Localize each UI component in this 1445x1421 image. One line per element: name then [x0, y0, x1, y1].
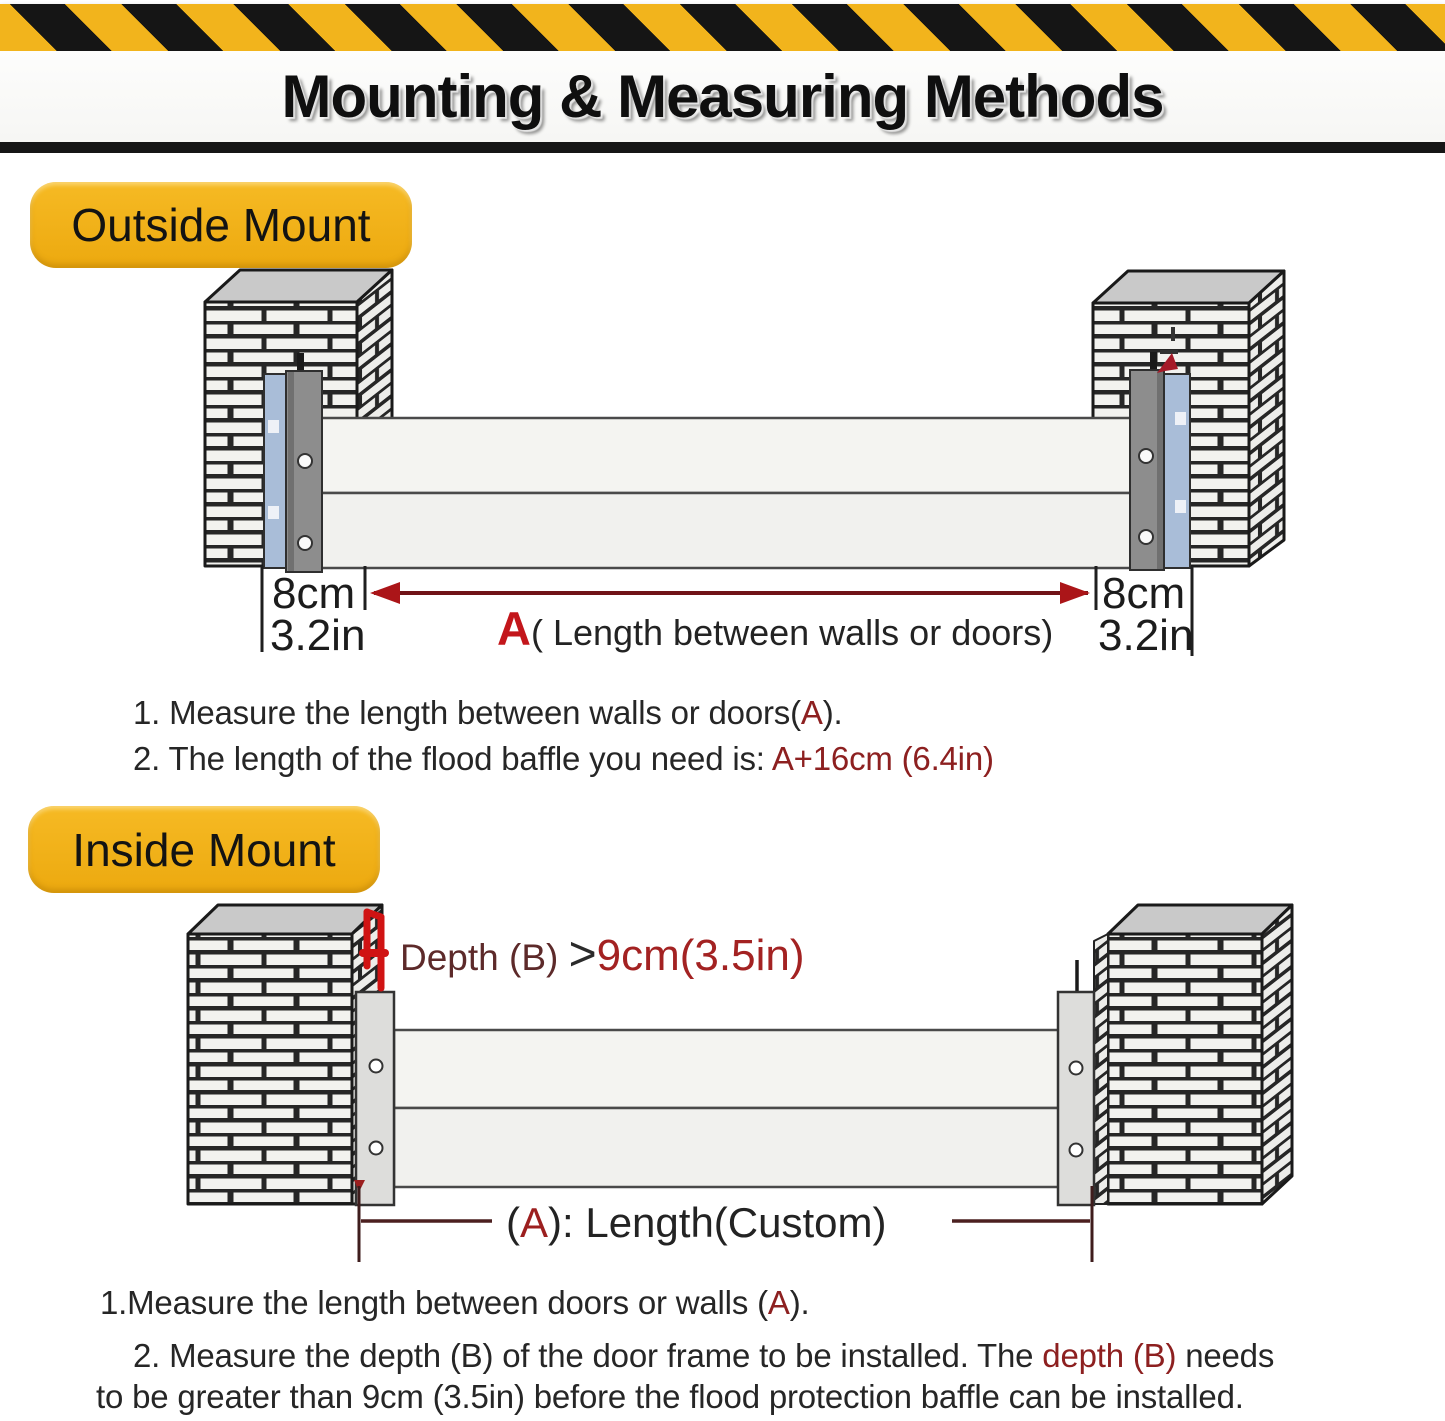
screw-hole — [370, 1142, 383, 1155]
length-annotation — [506, 1199, 886, 1246]
right-offset-in: 3.2in — [1098, 611, 1194, 660]
flood-barrier-boards — [394, 1030, 1060, 1187]
screw-hole — [1070, 1144, 1083, 1157]
length-text: ): Length(Custom) — [548, 1199, 887, 1246]
outside-step-2 — [133, 740, 994, 778]
step-em: depth (B) — [1042, 1337, 1177, 1374]
step-text: 2. The length of the flood baffle you need is: — [133, 740, 772, 777]
step-em: A — [800, 694, 823, 731]
right-mounting-channel — [1130, 352, 1190, 570]
inside-step-2-line-1 — [133, 1337, 1274, 1375]
left-offset-cm: 8cm — [272, 569, 356, 618]
right-offset-cm: 8cm — [1102, 569, 1186, 618]
step-text: needs — [1176, 1337, 1275, 1374]
depth-value: 9cm(3.5in) — [596, 931, 805, 980]
step-text: 1.Measure the length between doors or walls ( — [100, 1284, 768, 1321]
left-brick-pillar — [188, 905, 382, 1204]
inside-step-1 — [100, 1284, 809, 1322]
outside-step-1 — [133, 694, 842, 732]
step-em: A — [767, 1284, 790, 1321]
seal-strip — [264, 374, 288, 568]
page-title: Mounting & Measuring Methods — [281, 63, 1164, 130]
left-mounting-channel — [356, 992, 394, 1205]
left-offset-in: 3.2in — [270, 611, 366, 660]
screw-hole — [1139, 449, 1153, 463]
seal-strip — [1164, 374, 1190, 568]
screw-hole — [298, 536, 312, 550]
step-em: A+16cm (6.4in) — [771, 740, 994, 777]
outside-mount-badge — [30, 182, 412, 268]
span-letter-a: A — [497, 602, 531, 655]
flood-barrier-boards — [312, 418, 1136, 568]
screw-hole — [1139, 530, 1153, 544]
step-text: ). — [789, 1284, 810, 1321]
screw-hole — [298, 454, 312, 468]
inner-reveal — [1094, 934, 1108, 1204]
inside-mount-badge — [28, 806, 380, 893]
hazard-stripe-band — [0, 4, 1445, 51]
length-letter-a: A — [520, 1199, 549, 1246]
left-mounting-channel — [264, 353, 322, 572]
brick-mark — [1171, 327, 1175, 341]
right-brick-pillar — [1094, 905, 1292, 1204]
title-band — [0, 51, 1445, 142]
step-text: to be greater than 9cm (3.5in) before the flood protection baffle can be installed. — [96, 1378, 1244, 1415]
right-mounting-channel — [1058, 960, 1094, 1205]
length-open-paren: ( — [506, 1199, 520, 1246]
arrowhead-right — [1060, 582, 1090, 604]
screw-hole — [1070, 1062, 1083, 1075]
outside-mount-label: Outside Mount — [71, 199, 371, 251]
inside-mount-diagram — [0, 896, 1445, 1271]
brick-mark — [1160, 350, 1178, 354]
depth-operator: > — [568, 928, 597, 981]
screw-hole — [370, 1060, 383, 1073]
span-text: ( Length between walls or doors) — [530, 612, 1054, 653]
span-label — [497, 602, 1053, 655]
outside-dimension-callouts — [262, 566, 1193, 660]
inside-dimension-callouts — [354, 1180, 1092, 1262]
depth-label: Depth (B) — [400, 937, 569, 978]
inside-step-2-line-2 — [96, 1378, 1244, 1416]
inside-mount-label: Inside Mount — [72, 823, 336, 876]
step-text: 1. Measure the length between walls or doors( — [133, 694, 801, 731]
header-divider-bar — [0, 142, 1445, 153]
step-text: ). — [822, 694, 843, 731]
depth-annotation — [400, 928, 805, 981]
outside-mount-diagram — [0, 268, 1445, 668]
arrowhead-left — [370, 582, 400, 604]
step-text: 2. Measure the depth (B) of the door frame to be installed. The — [133, 1337, 1043, 1374]
